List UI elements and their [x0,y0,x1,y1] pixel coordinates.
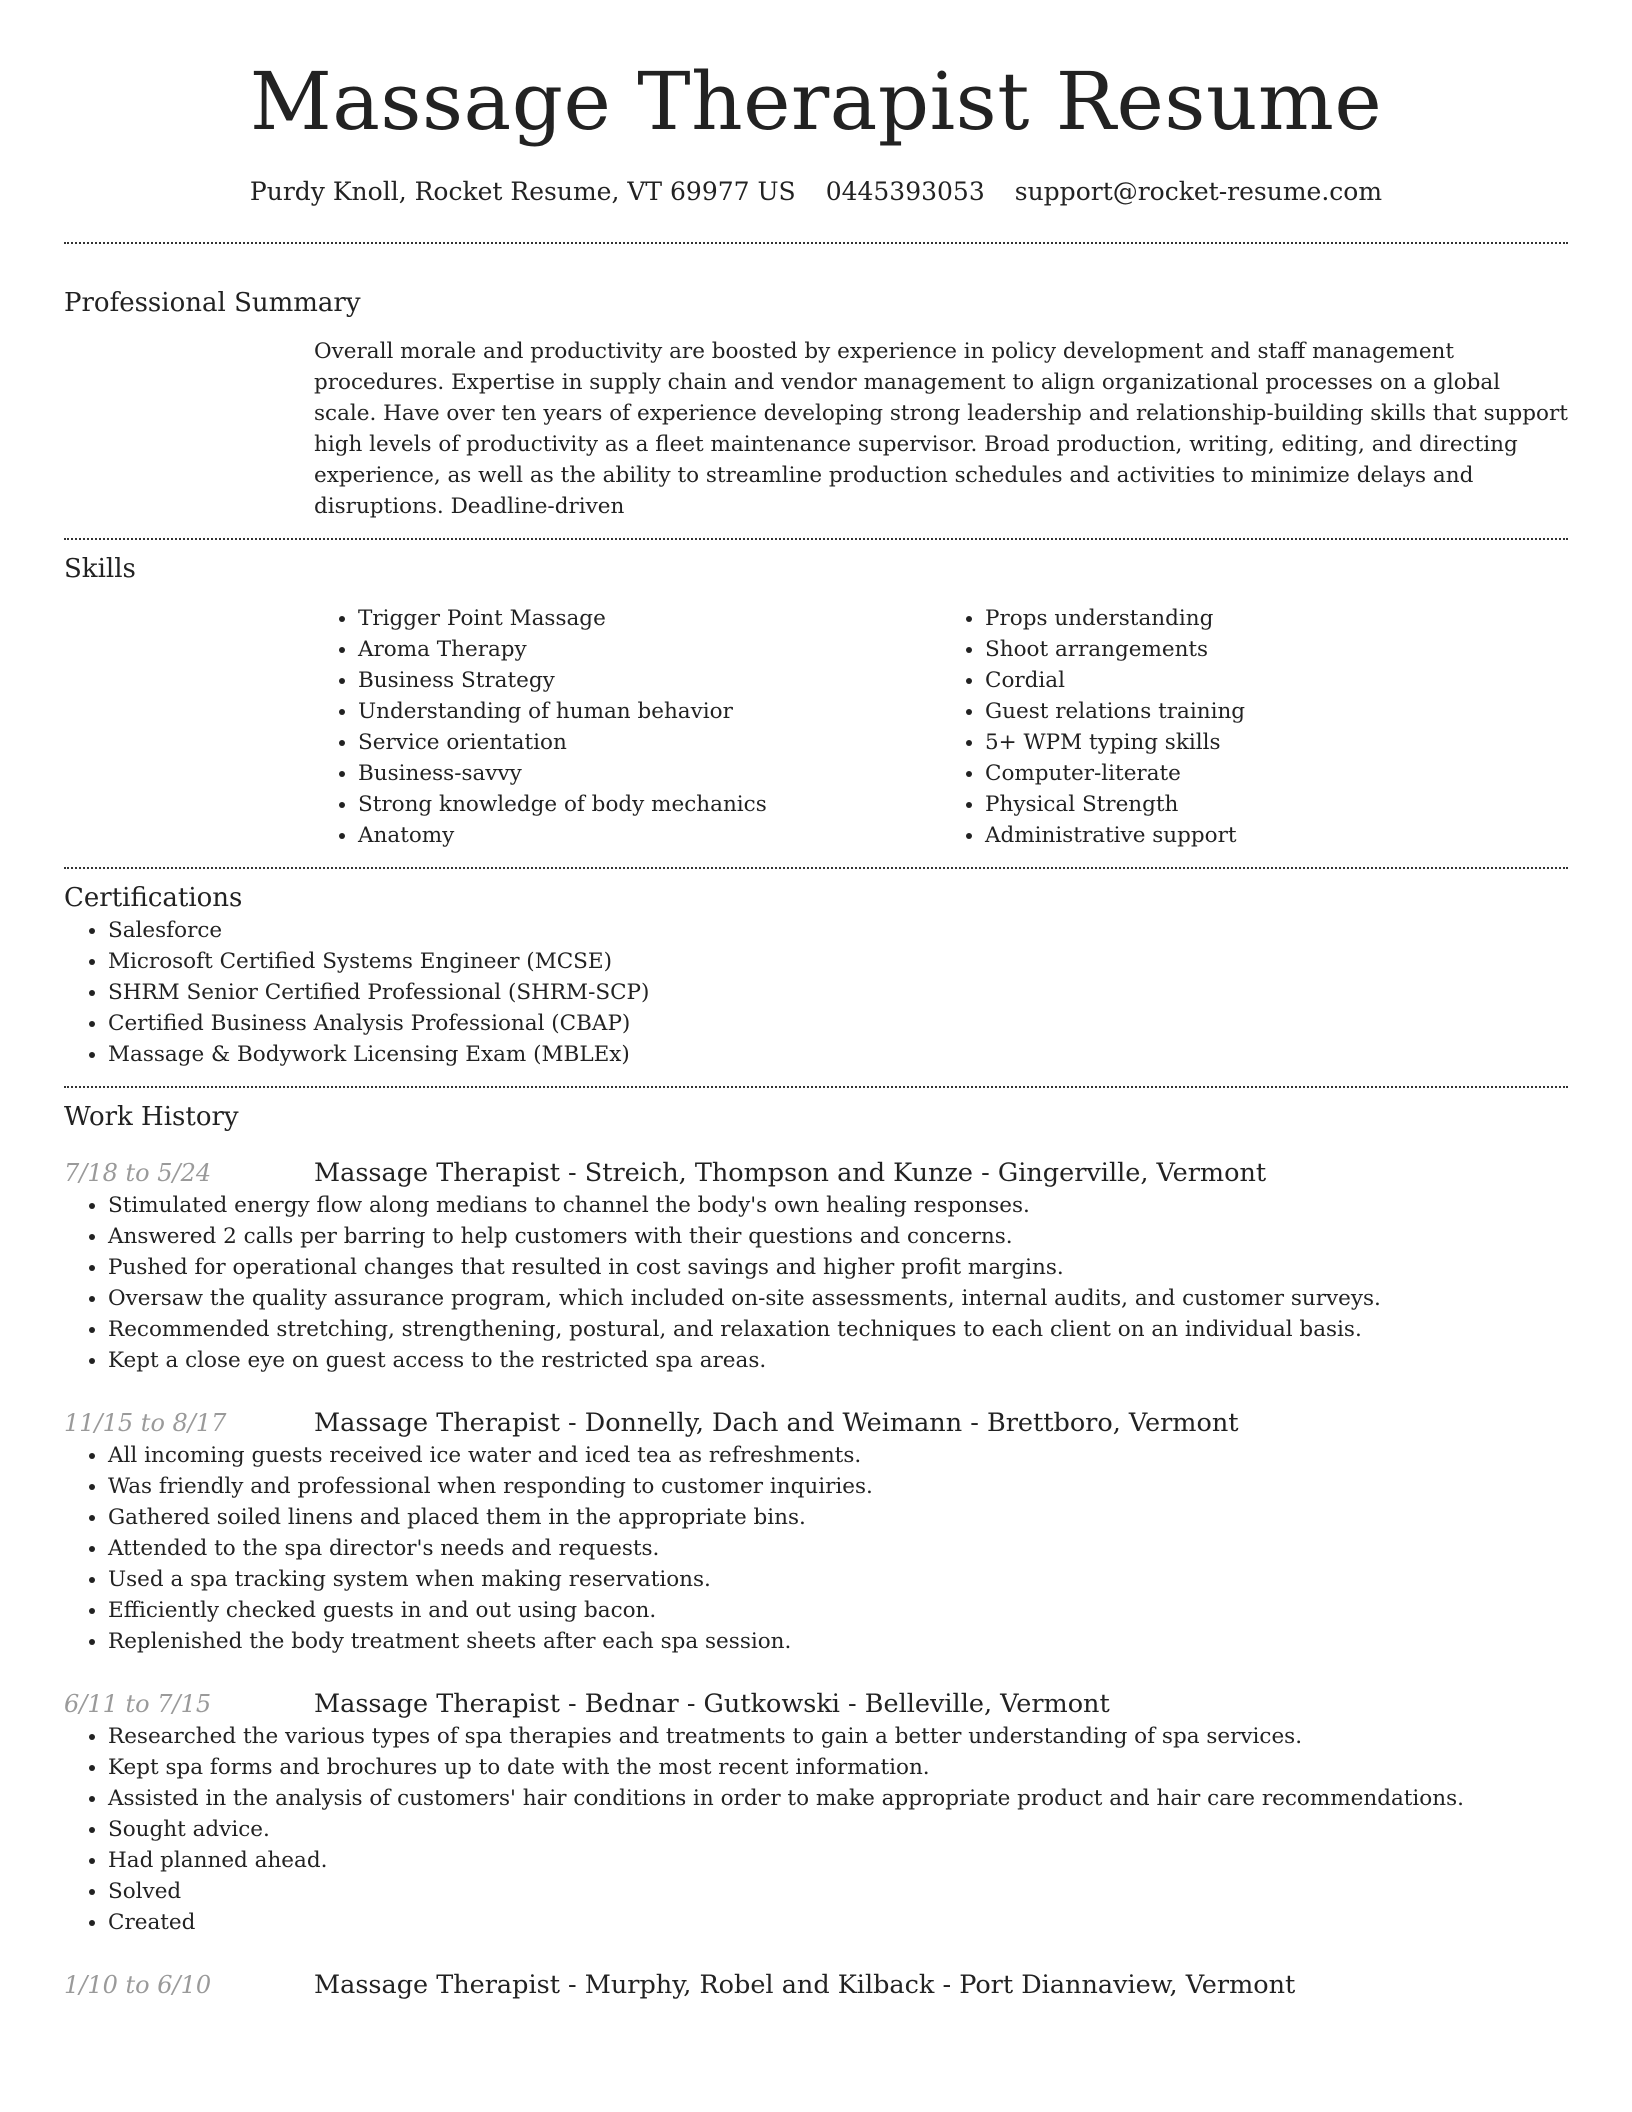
job-bullet: • Answered 2 calls per barring to help customers with their questions and concerns. [108,1221,1568,1252]
job-bullets [64,1440,1568,1657]
job-dates: 6/11 to 7/15 [64,1690,212,1718]
skills-list-right [941,603,1568,851]
job-bullet: • Kept spa forms and brochures up to date with the most recent information. [108,1752,1568,1783]
section-divider [64,1086,1568,1088]
skill-item: • Computer-literate [985,758,1568,789]
job-title: Massage Therapist - Bednar - Gutkowski - Belleville, Vermont [314,1689,1110,1719]
job-bullet: • Pushed for operational changes that resulted in cost savings and higher profit margins. [108,1252,1568,1283]
work-history-heading: Work History [64,1102,239,1132]
job-entry [64,1406,1568,1657]
certification-item: • Massage & Bodywork Licensing Exam (MBLEx) [108,1039,1568,1070]
job-bullet: • Stimulated energy flow along medians to channel the body's own healing responses. [108,1190,1568,1221]
job-bullet: • All incoming guests received ice water and iced tea as refreshments. [108,1440,1568,1471]
skill-item: • Business Strategy [358,665,941,696]
skills-grid [314,603,1568,851]
job-bullet: • Had planned ahead. [108,1845,1568,1876]
job-title: Massage Therapist - Murphy, Robel and Kilback - Port Diannaview, Vermont [314,1970,1296,2000]
job-entry [64,1968,1568,2002]
skill-item: • Shoot arrangements [985,634,1568,665]
job-bullet: • Researched the various types of spa therapies and treatments to gain a better understanding of spa services. [108,1721,1568,1752]
job-dates: 11/15 to 8/17 [64,1409,227,1437]
job-header [64,1406,1568,1440]
page-title: Massage Therapist Resume [249,55,1383,148]
contact-line [64,176,1568,208]
job-bullet: • Replenished the body treatment sheets after each spa session. [108,1626,1568,1657]
job-bullets [64,1721,1568,1938]
certifications-list [64,915,1568,1070]
section-divider [64,242,1568,244]
skill-item: • Anatomy [358,820,941,851]
skills-heading: Skills [64,554,136,584]
skill-item: • Trigger Point Massage [358,603,941,634]
skill-item: • 5+ WPM typing skills [985,727,1568,758]
job-title: Massage Therapist - Streich, Thompson and Kunze - Gingerville, Vermont [314,1158,1267,1188]
job-bullet: • Recommended stretching, strengthening, postural, and relaxation techniques to each client on an individual basis. [108,1314,1568,1345]
job-bullet: • Solved [108,1876,1568,1907]
certification-item: • Microsoft Certified Systems Engineer (MCSE) [108,946,1568,977]
job-bullet: • Sought advice. [108,1814,1568,1845]
job-dates: 7/18 to 5/24 [64,1159,212,1187]
certification-item: • Certified Business Analysis Professional (CBAP) [108,1008,1568,1039]
job-bullet: • Used a spa tracking system when making reservations. [108,1564,1568,1595]
skills-list-left [314,603,941,851]
job-bullet: • Kept a close eye on guest access to the restricted spa areas. [108,1345,1568,1376]
skill-item: • Service orientation [358,727,941,758]
job-title: Massage Therapist - Donnelly, Dach and Weimann - Brettboro, Vermont [314,1408,1239,1438]
summary-heading: Professional Summary [64,288,361,318]
certification-item: • Salesforce [108,915,1568,946]
job-bullets [64,1190,1568,1376]
job-entry [64,1687,1568,1938]
job-header [64,1156,1568,1190]
skill-item: • Business-savvy [358,758,941,789]
contact-phone: 0445393053 [825,177,985,206]
job-entry [64,1156,1568,1376]
section-divider [64,538,1568,540]
skill-item: • Administrative support [985,820,1568,851]
section-divider [64,867,1568,869]
certification-item: • SHRM Senior Certified Professional (SHRM-SCP) [108,977,1568,1008]
skill-item: • Props understanding [985,603,1568,634]
skill-item: • Strong knowledge of body mechanics [358,789,941,820]
job-dates: 1/10 to 6/10 [64,1971,212,1999]
certifications-heading: Certifications [64,883,243,913]
skill-item: • Physical Strength [985,789,1568,820]
job-bullet: • Was friendly and professional when responding to customer inquiries. [108,1471,1568,1502]
job-bullet: • Assisted in the analysis of customers' hair conditions in order to make appropriate product and hair care recommendations. [108,1783,1568,1814]
job-bullet: • Efficiently checked guests in and out using bacon. [108,1595,1568,1626]
skill-item: • Aroma Therapy [358,634,941,665]
contact-email: support@rocket-resume.com [1014,177,1383,206]
job-bullet: • Oversaw the quality assurance program, which included on-site assessments, internal audits, and customer surveys. [108,1283,1568,1314]
summary-text: Overall morale and productivity are boosted by experience in policy development and staff management procedures. Expertise in supply chain and vendor management to align organizational processes on a global scale. Have over ten years of experience developing strong leadership and relationship-building skills that support high levels of productivity as a fleet maintenance supervisor. Broad production, writing, editing, and directing experience, as well as the ability to streamline production schedules and activities to minimize delays and disruptions. Deadline-driven [314,339,1568,519]
job-bullet: • Created [108,1907,1568,1938]
skill-item: • Understanding of human behavior [358,696,941,727]
contact-address: Purdy Knoll, Rocket Resume, VT 69977 US [249,177,796,206]
job-header [64,1687,1568,1721]
job-header [64,1968,1568,2002]
skill-item: • Guest relations training [985,696,1568,727]
job-bullet: • Attended to the spa director's needs and requests. [108,1533,1568,1564]
skill-item: • Cordial [985,665,1568,696]
job-bullet: • Gathered soiled linens and placed them in the appropriate bins. [108,1502,1568,1533]
